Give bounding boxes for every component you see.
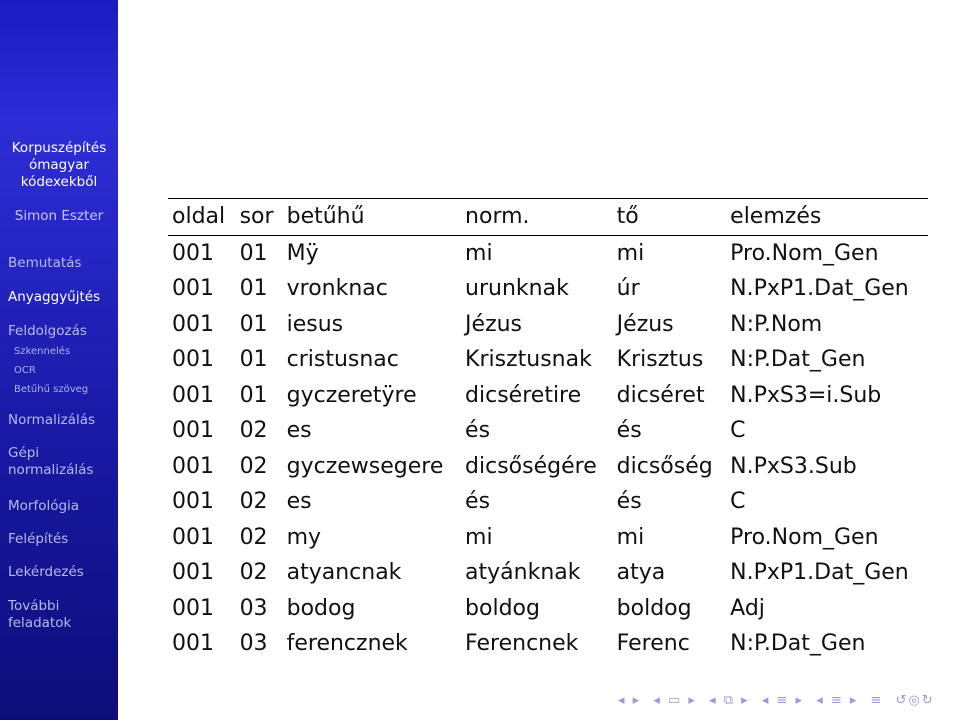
sidebar-item-label: normalizálás xyxy=(8,462,94,478)
table-row xyxy=(168,413,928,449)
cell-to: dicsőség xyxy=(616,453,713,479)
cell-betuhu: es xyxy=(286,489,312,515)
sidebar-item-label: Gépi xyxy=(8,445,40,461)
table-row xyxy=(168,484,928,520)
sidebar-item-normalizalas[interactable]: Normalizálás xyxy=(8,412,96,428)
cell-betuhu: gyczewsegere xyxy=(286,453,444,479)
nav-search-icon[interactable]: ↺◎↻ xyxy=(895,693,935,708)
cell-sor: 01 xyxy=(239,240,268,266)
cell-betuhu: ferencznek xyxy=(286,631,408,657)
sidebar-item-label: feladatok xyxy=(8,615,72,631)
cell-norm: Jézus xyxy=(465,311,523,337)
nav-section-icon[interactable]: ◂ ≡ ▸ xyxy=(816,693,859,708)
cell-oldal: 001 xyxy=(172,240,214,266)
table-row xyxy=(168,235,928,271)
corpus-table xyxy=(168,198,928,662)
cell-betuhu: iesus xyxy=(286,311,344,337)
title-line: kódexekből xyxy=(20,174,98,190)
cell-elemzes: N.PxS3=i.Sub xyxy=(730,382,882,408)
cell-sor: 02 xyxy=(239,418,268,444)
cell-oldal: 001 xyxy=(172,347,214,373)
sidebar-item-label: További xyxy=(8,598,60,614)
table-row xyxy=(168,378,928,414)
cell-elemzes: N:P.Dat_Gen xyxy=(730,631,866,657)
cell-oldal: 001 xyxy=(172,489,214,515)
cell-oldal: 001 xyxy=(172,631,214,657)
cell-sor: 01 xyxy=(239,382,268,408)
cell-sor: 02 xyxy=(239,560,268,586)
cell-betuhu: gyczeretÿre xyxy=(286,382,417,408)
sidebar-item-felepites[interactable]: Felépítés xyxy=(8,531,69,547)
cell-to: úr xyxy=(616,276,640,302)
cell-betuhu: Mÿ xyxy=(286,240,319,266)
cell-norm: boldog xyxy=(465,595,540,621)
cell-to: és xyxy=(616,489,642,515)
header-betuhu: betűhű xyxy=(286,204,365,230)
table-row xyxy=(168,626,928,662)
cell-elemzes: C xyxy=(730,489,746,515)
cell-oldal: 001 xyxy=(172,560,214,586)
cell-elemzes: N.PxS3.Sub xyxy=(730,453,857,479)
cell-to: Krisztus xyxy=(616,347,704,373)
presentation-title[interactable] xyxy=(0,140,118,191)
cell-betuhu: bodog xyxy=(286,595,356,621)
sidebar-item-morfologia[interactable]: Morfológia xyxy=(8,498,80,514)
cell-betuhu: atyancnak xyxy=(286,560,402,586)
cell-sor: 01 xyxy=(239,347,268,373)
cell-sor: 01 xyxy=(239,311,268,337)
sidebar-subitem-betuhu-szoveg[interactable]: Betűhű szöveg xyxy=(14,384,89,395)
cell-oldal: 001 xyxy=(172,276,214,302)
table-row xyxy=(168,307,928,343)
nav-prev-icon[interactable]: ◂ ▸ xyxy=(618,693,642,708)
sidebar-item-bemutatas[interactable]: Bemutatás xyxy=(8,255,82,271)
table-row xyxy=(168,591,928,627)
cell-elemzes: N:P.Nom xyxy=(730,311,823,337)
cell-oldal: 001 xyxy=(172,453,214,479)
cell-oldal: 001 xyxy=(172,524,214,550)
cell-elemzes: N.PxP1.Dat_Gen xyxy=(730,560,909,586)
header-norm: norm. xyxy=(465,204,530,230)
sidebar-item-feldolgozas[interactable]: Feldolgozás xyxy=(8,323,87,339)
title-line: ómagyar xyxy=(28,157,90,173)
cell-betuhu: vronknac xyxy=(286,276,388,302)
cell-elemzes: N.PxP1.Dat_Gen xyxy=(730,276,909,302)
cell-norm: atyánknak xyxy=(465,560,581,586)
sidebar-item-gepi-normalizalas[interactable] xyxy=(8,445,93,479)
table-row xyxy=(168,449,928,485)
table-row xyxy=(168,271,928,307)
header-elemzes: elemzés xyxy=(730,204,822,230)
cell-elemzes: Adj xyxy=(730,595,765,621)
sidebar-item-tovabbi-feladatok[interactable] xyxy=(8,598,71,632)
author-name[interactable]: Simon Eszter xyxy=(14,208,104,224)
cell-norm: Ferencnek xyxy=(465,631,579,657)
cell-elemzes: Pro.Nom_Gen xyxy=(730,524,879,550)
sidebar-item-anyaggyujtes[interactable]: Anyaggyűjtés xyxy=(8,289,101,305)
cell-to: Ferenc xyxy=(616,631,690,657)
top-bar xyxy=(0,0,960,118)
cell-norm: mi xyxy=(465,524,493,550)
cell-norm: urunknak xyxy=(465,276,569,302)
cell-sor: 03 xyxy=(239,595,268,621)
table-row xyxy=(168,342,928,378)
cell-norm: és xyxy=(465,418,491,444)
cell-sor: 02 xyxy=(239,489,268,515)
sidebar-subitem-ocr[interactable]: OCR xyxy=(14,365,36,376)
title-line: Korpuszépítés xyxy=(11,140,107,156)
cell-norm: és xyxy=(465,489,491,515)
cell-sor: 03 xyxy=(239,631,268,657)
cell-oldal: 001 xyxy=(172,418,214,444)
cell-sor: 02 xyxy=(239,524,268,550)
cell-to: boldog xyxy=(616,595,692,621)
cell-to: Jézus xyxy=(616,311,674,337)
cell-betuhu: cristusnac xyxy=(286,347,399,373)
nav-subsection-icon[interactable]: ◂ ≡ ▸ xyxy=(761,693,805,708)
table-header-row xyxy=(168,199,928,236)
cell-norm: mi xyxy=(465,240,493,266)
cell-to: mi xyxy=(616,524,645,550)
cell-sor: 02 xyxy=(239,453,268,479)
cell-elemzes: C xyxy=(730,418,746,444)
sidebar-item-lekerdezes[interactable]: Lekérdezés xyxy=(8,564,84,580)
header-to: tő xyxy=(616,204,639,230)
cell-norm: dicséretire xyxy=(465,382,582,408)
cell-norm: dicsőségére xyxy=(465,453,597,479)
cell-betuhu: my xyxy=(286,524,322,550)
cell-to: mi xyxy=(616,240,645,266)
sidebar-subitem-szkenneles[interactable]: Szkennelés xyxy=(14,346,71,357)
header-sor: sor xyxy=(239,204,274,230)
cell-to: dicséret xyxy=(616,382,705,408)
cell-sor: 01 xyxy=(239,276,268,302)
table-row xyxy=(168,555,928,591)
table-row xyxy=(168,520,928,556)
cell-to: atya xyxy=(616,560,666,586)
cell-to: és xyxy=(616,418,642,444)
header-oldal: oldal xyxy=(172,204,226,230)
cell-oldal: 001 xyxy=(172,311,214,337)
top-left-corner xyxy=(0,0,118,118)
cell-elemzes: Pro.Nom_Gen xyxy=(730,240,879,266)
nav-next-icon[interactable]: ◂ ⧉ ▸ xyxy=(709,693,750,708)
cell-elemzes: N:P.Dat_Gen xyxy=(730,347,866,373)
cell-oldal: 001 xyxy=(172,382,214,408)
nav-align-icon[interactable]: ≡ xyxy=(870,693,884,708)
beamer-navigation xyxy=(618,693,941,708)
cell-norm: Krisztusnak xyxy=(465,347,592,373)
sidebar xyxy=(0,118,118,720)
nav-frame-icon[interactable]: ◂ ▭ ▸ xyxy=(653,693,697,708)
cell-betuhu: es xyxy=(286,418,312,444)
cell-oldal: 001 xyxy=(172,595,214,621)
